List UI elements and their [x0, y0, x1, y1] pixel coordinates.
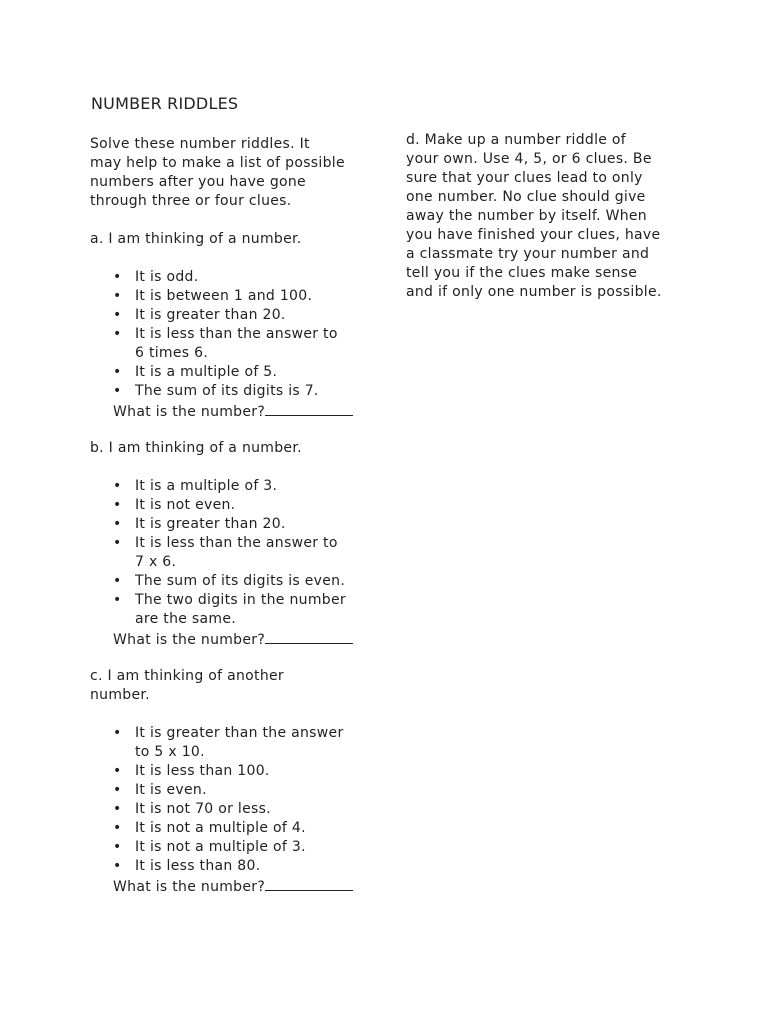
- clue-item: • The sum of its digits is even.: [113, 573, 346, 589]
- riddle-b: [90, 439, 390, 648]
- riddle-b-clues: [90, 477, 390, 629]
- intro-line: Solve these number riddles. It: [90, 136, 310, 152]
- riddle-c-clues: [90, 724, 390, 876]
- riddle-d-line: away the number by itself. When: [406, 208, 647, 224]
- clue-item: • It is not 70 or less.: [113, 801, 271, 817]
- intro-line: through three or four clues.: [90, 193, 292, 209]
- bullet-icon: •: [113, 592, 122, 608]
- riddle-d-line: your own. Use 4, 5, or 6 clues. Be: [406, 151, 652, 167]
- intro-paragraph: [90, 135, 390, 211]
- clue-item: • It is odd.: [113, 269, 199, 285]
- clue-item: • It is less than 100.: [113, 763, 270, 779]
- riddle-b-question: What is the number?: [90, 629, 390, 648]
- clue-item: • It is greater than 20.: [113, 516, 286, 532]
- answer-blank[interactable]: [265, 629, 353, 644]
- clue-item: • It is greater than 20.: [113, 307, 286, 323]
- clue-item: • It is less than the answer to: [113, 535, 338, 551]
- answer-blank[interactable]: [265, 876, 353, 891]
- riddle-d: [406, 131, 706, 302]
- bullet-icon: •: [113, 326, 122, 342]
- riddle-d-line: sure that your clues lead to only: [406, 170, 643, 186]
- bullet-icon: •: [113, 763, 122, 779]
- riddle-a-question: What is the number?: [90, 401, 390, 420]
- intro-line: numbers after you have gone: [90, 174, 306, 190]
- riddle-d-line: d. Make up a number riddle of: [406, 132, 627, 148]
- riddle-b-heading: b. I am thinking of a number.: [90, 440, 302, 456]
- riddle-d-line: one number. No clue should give: [406, 189, 646, 205]
- clue-item: • The two digits in the number: [113, 592, 346, 608]
- bullet-icon: •: [113, 364, 122, 380]
- bullet-icon: •: [113, 516, 122, 532]
- bullet-icon: •: [113, 535, 122, 551]
- left-column: [90, 135, 390, 895]
- riddle-a-heading: a. I am thinking of a number.: [90, 231, 302, 247]
- bullet-icon: •: [113, 497, 122, 513]
- bullet-icon: •: [113, 839, 122, 855]
- intro-line: may help to make a list of possible: [90, 155, 345, 171]
- clue-item: • It is greater than the answer: [113, 725, 344, 741]
- clue-item: • It is not even.: [113, 497, 236, 513]
- bullet-icon: •: [113, 820, 122, 836]
- clue-item: • The sum of its digits is 7.: [113, 383, 319, 399]
- right-column: [406, 131, 706, 302]
- clue-item: • It is less than the answer to: [113, 326, 338, 342]
- bullet-icon: •: [113, 478, 122, 494]
- riddle-d-line: and if only one number is possible.: [406, 284, 662, 300]
- bullet-icon: •: [113, 801, 122, 817]
- riddle-c-heading-continuation: number.: [90, 687, 150, 703]
- clue-item: • It is between 1 and 100.: [113, 288, 313, 304]
- riddle-d-line: tell you if the clues make sense: [406, 265, 638, 281]
- bullet-icon: •: [113, 307, 122, 323]
- clue-item: • It is not a multiple of 4.: [113, 820, 306, 836]
- bullet-icon: •: [113, 573, 122, 589]
- bullet-icon: •: [113, 269, 122, 285]
- riddle-d-line: a classmate try your number and: [406, 246, 650, 262]
- clue-item-continuation: are the same.: [135, 611, 236, 627]
- clue-item: • It is even.: [113, 782, 207, 798]
- clue-item-continuation: 7 x 6.: [135, 554, 177, 570]
- bullet-icon: •: [113, 782, 122, 798]
- bullet-icon: •: [113, 383, 122, 399]
- answer-blank[interactable]: [265, 401, 353, 416]
- clue-item: • It is a multiple of 3.: [113, 478, 278, 494]
- clue-item: • It is less than 80.: [113, 858, 261, 874]
- riddle-c-heading: c. I am thinking of another: [90, 668, 284, 684]
- clue-item: • It is not a multiple of 3.: [113, 839, 306, 855]
- clue-item: • It is a multiple of 5.: [113, 364, 278, 380]
- bullet-icon: •: [113, 858, 122, 874]
- riddle-a: [90, 230, 390, 420]
- clue-item-continuation: 6 times 6.: [135, 345, 209, 361]
- bullet-icon: •: [113, 725, 122, 741]
- riddle-c-question: What is the number?: [90, 876, 390, 895]
- bullet-icon: •: [113, 288, 122, 304]
- page-title: NUMBER RIDDLES: [91, 94, 239, 113]
- riddle-d-line: you have finished your clues, have: [406, 227, 661, 243]
- riddle-a-clues: [90, 268, 390, 401]
- clue-item-continuation: to 5 x 10.: [135, 744, 205, 760]
- riddle-c: [90, 667, 390, 895]
